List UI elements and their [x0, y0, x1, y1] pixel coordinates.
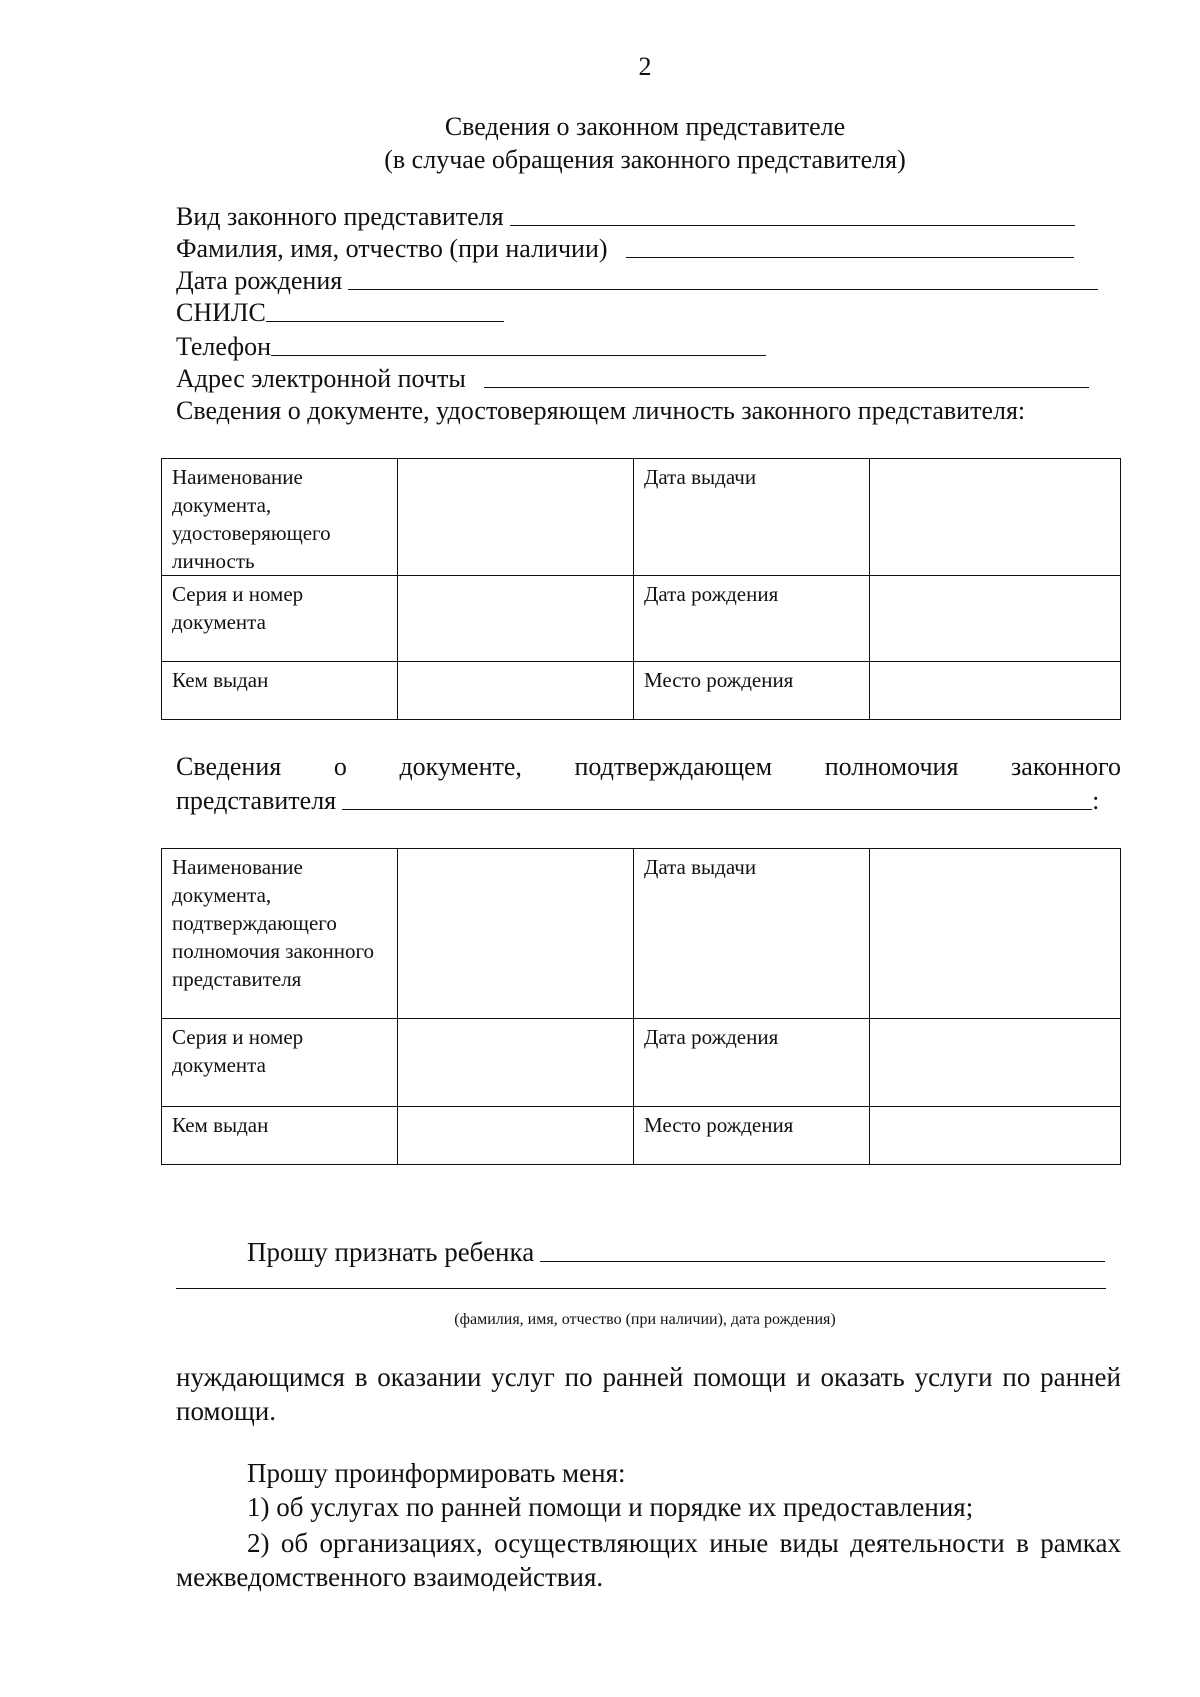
authority-doc-heading: [176, 752, 1121, 782]
table-cell-input[interactable]: [870, 459, 1121, 576]
identity-doc-table: [161, 458, 1121, 720]
heading-word: полномочия: [824, 752, 959, 781]
field-birth-date-input[interactable]: [348, 288, 1098, 290]
field-snils-input[interactable]: [266, 320, 504, 322]
table-row: [162, 459, 1121, 576]
table-cell-input[interactable]: [870, 1107, 1121, 1165]
field-phone-input[interactable]: [271, 354, 766, 356]
field-full-name-input[interactable]: [626, 256, 1074, 258]
table-row: [162, 849, 1121, 1019]
identity-doc-heading: Сведения о документе, удостоверяющем личность законного представителя:: [176, 396, 1026, 425]
field-email-label: Адрес электронной почты: [176, 364, 466, 393]
table-cell-label: Кем выдан: [162, 1107, 398, 1165]
heading-word: законного: [1011, 752, 1121, 781]
section-title: Сведения о законном представителе: [444, 112, 846, 141]
field-snils-label: СНИЛС: [176, 298, 266, 327]
table-row: [162, 662, 1121, 720]
field-rep-type-input[interactable]: [510, 224, 1075, 226]
field-authority-rep: [176, 784, 1099, 816]
table-cell-input[interactable]: [870, 849, 1121, 1019]
heading-word: Сведения: [176, 752, 282, 781]
field-authority-rep-input[interactable]: [342, 808, 1092, 810]
field-birth-date: [176, 264, 1098, 296]
child-footnote: (фамилия, имя, отчество (при наличии), дата рождения): [454, 1311, 836, 1328]
field-phone: [176, 330, 766, 362]
table-cell-input[interactable]: [398, 1019, 634, 1107]
field-rep-type: [176, 200, 1075, 232]
inform-item-2: 2) об организациях, осуществляющих иные виды деятельности в рамках межведомственного взаимодействия.: [176, 1528, 1121, 1592]
field-birth-date-label: Дата рождения: [176, 266, 343, 295]
field-child-label: Прошу признать ребенка: [247, 1237, 535, 1267]
field-child-input-line2[interactable]: [176, 1288, 1106, 1289]
inform-heading: Прошу проинформировать меня:: [247, 1458, 626, 1488]
table-cell-label: Место рождения: [634, 662, 870, 720]
table-cell-label: Дата выдачи: [634, 849, 870, 1019]
field-full-name-label: Фамилия, имя, отчество (при наличии): [176, 234, 608, 263]
field-phone-label: Телефон: [176, 332, 272, 361]
table-row: [162, 1107, 1121, 1165]
section-subtitle: (в случае обращения законного представителя): [384, 145, 906, 174]
table-cell-label: Дата рождения: [634, 1019, 870, 1107]
inform-item-1: 1) об услугах по ранней помощи и порядке их предоставления;: [247, 1492, 974, 1522]
table-cell-label: Серия и номер документа: [162, 1019, 398, 1107]
heading-word: документе,: [399, 752, 522, 781]
colon: :: [1092, 786, 1100, 815]
field-authority-rep-label: представителя: [176, 786, 337, 815]
heading-word: о: [333, 752, 347, 781]
field-full-name: [176, 232, 1074, 264]
table-cell-input[interactable]: [870, 576, 1121, 662]
heading-word: подтверждающем: [574, 752, 773, 781]
table-cell-input[interactable]: [398, 576, 634, 662]
table-cell-label: Дата выдачи: [634, 459, 870, 576]
table-cell-label: Наименование документа, подтверждающего полномочия законного представителя: [162, 849, 398, 1019]
table-cell-input[interactable]: [398, 849, 634, 1019]
table-cell-label: Наименование документа, удостоверяющего личность: [162, 459, 398, 576]
request-continuation: нуждающимся в оказании услуг по ранней помощи и оказать услуги по ранней помощи.: [176, 1362, 1121, 1426]
authority-doc-table: [161, 848, 1121, 1165]
field-email: [176, 362, 1089, 394]
table-cell-input[interactable]: [870, 662, 1121, 720]
field-child-input[interactable]: [540, 1260, 1105, 1262]
table-cell-input[interactable]: [398, 459, 634, 576]
table-cell-input[interactable]: [870, 1019, 1121, 1107]
table-row: [162, 576, 1121, 662]
table-cell-label: Дата рождения: [634, 576, 870, 662]
field-snils: [176, 296, 504, 328]
field-rep-type-label: Вид законного представителя: [176, 202, 504, 231]
table-cell-input[interactable]: [398, 1107, 634, 1165]
table-cell-label: Место рождения: [634, 1107, 870, 1165]
field-email-input[interactable]: [484, 386, 1089, 388]
page-number: 2: [638, 52, 652, 81]
table-cell-input[interactable]: [398, 662, 634, 720]
table-cell-label: Серия и номер документа: [162, 576, 398, 662]
table-row: [162, 1019, 1121, 1107]
table-cell-label: Кем выдан: [162, 662, 398, 720]
field-child: [247, 1236, 1105, 1268]
